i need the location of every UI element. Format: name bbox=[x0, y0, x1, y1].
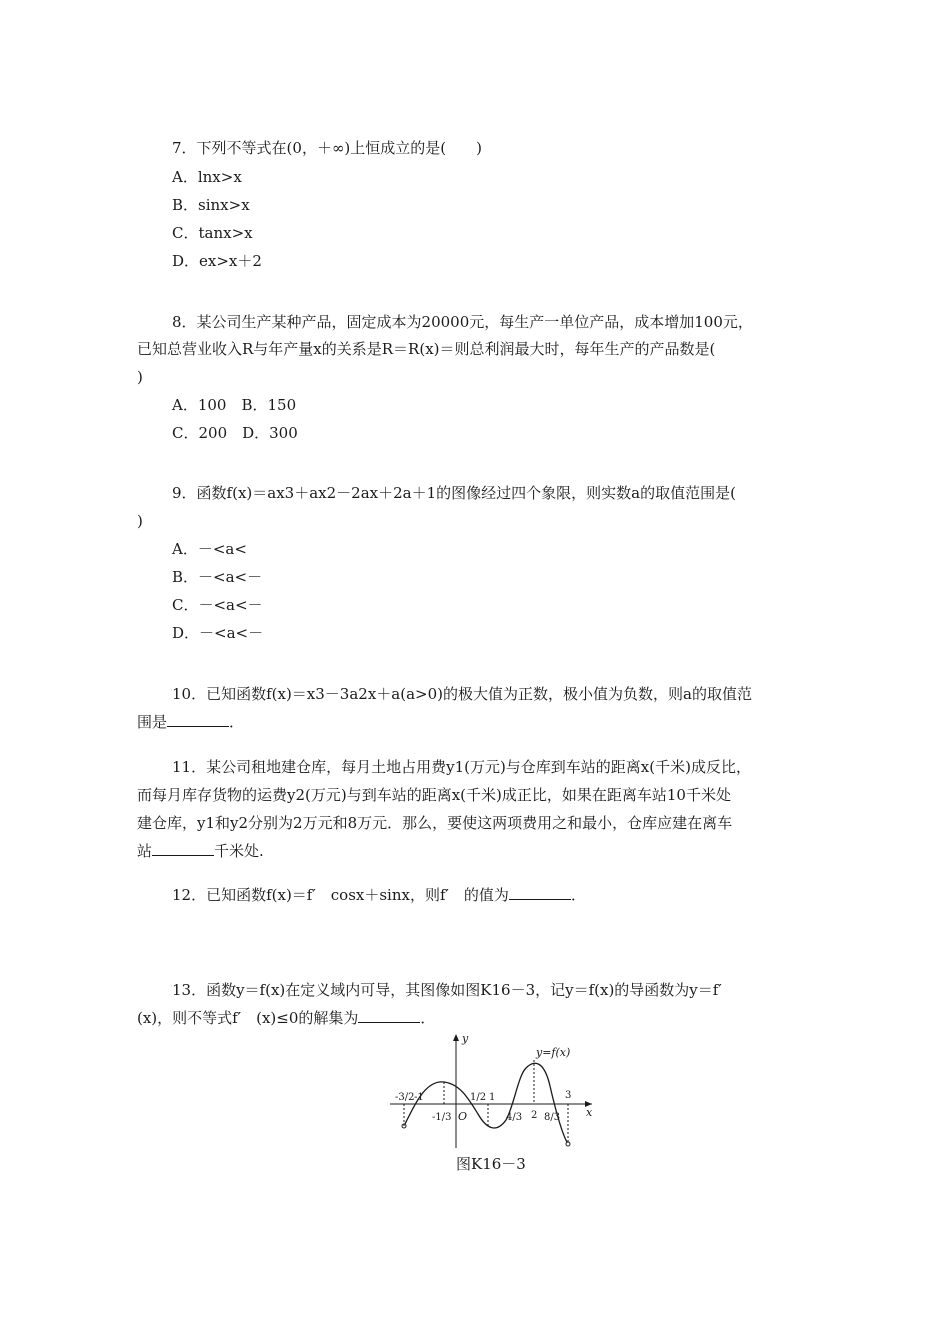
q11-suffix: 千米处. bbox=[214, 842, 264, 860]
q7-option-d: D．ex>x＋2 bbox=[172, 252, 262, 270]
q10-prefix: 围是 bbox=[137, 713, 168, 731]
q8-stem-line3: ) bbox=[137, 368, 143, 386]
q12-suffix: ． bbox=[570, 886, 586, 904]
q7-stem: 7．下列不等式在(0，＋∞)上恒成立的是( ) bbox=[172, 139, 482, 157]
curve-label: y=f(x) bbox=[536, 1046, 571, 1059]
tick-minus-three-halves: -3/2 bbox=[395, 1092, 415, 1103]
q11-stem-line3: 建仓库，y1和y2分别为2万元和8万元．那么，要使这两项费用之和最小，仓库应建在离车 bbox=[137, 814, 733, 832]
tick-two: 2 bbox=[531, 1110, 538, 1121]
q10-stem-line1: 10．已知函数f(x)＝x3－3a2x＋a(a>0)的极大值为正数，极小值为负数，则a的取值范 bbox=[172, 685, 752, 703]
q12-answer-blank[interactable] bbox=[509, 885, 571, 900]
q8-stem-line1: 8．某公司生产某种产品，固定成本为20000元，每生产一单位产品，成本增加100元， bbox=[172, 313, 753, 331]
q7-option-b: B．sinx>x bbox=[172, 196, 250, 214]
q9-option-a: A．－<a< bbox=[172, 540, 247, 558]
q10-answer-blank[interactable] bbox=[167, 712, 229, 727]
tick-minus-one: -1 bbox=[414, 1092, 424, 1103]
q9-option-b: B．－<a<－ bbox=[172, 568, 263, 586]
q11-stem-line1: 11．某公司租地建仓库，每月土地占用费y1(万元)与仓库到车站的距离x(千米)成反比， bbox=[172, 758, 751, 776]
q10-stem-line2 bbox=[137, 712, 244, 732]
origin-label: O bbox=[458, 1110, 468, 1123]
q13-stem-line2 bbox=[137, 1008, 435, 1028]
tick-eight-thirds: 8/3 bbox=[544, 1112, 561, 1123]
figure-caption: 图K16－3 bbox=[456, 1155, 526, 1173]
tick-one: 1 bbox=[489, 1092, 496, 1103]
q11-stem-line4 bbox=[137, 841, 264, 861]
q11-stem-line2: 而每月库存货物的运费y2(万元)与到车站的距离x(千米)成正比，如果在距离车站10千米处 bbox=[137, 786, 731, 804]
q11-answer-blank[interactable] bbox=[152, 841, 214, 856]
q8-options-cd: C．200 D．300 bbox=[172, 424, 298, 442]
q12-prefix: 12．已知函数f(x)＝f′ cosx＋sinx，则f′ 的值为 bbox=[172, 886, 509, 904]
q13-answer-blank[interactable] bbox=[358, 1008, 420, 1023]
q13-prefix: (x)，则不等式f′ (x)≤0的解集为 bbox=[137, 1009, 359, 1027]
q13-stem-line1: 13．函数y＝f(x)在定义域内可导，其图像如图K16－3，记y＝f(x)的导函数为y＝f′ bbox=[172, 981, 722, 999]
y-axis-label: y bbox=[462, 1032, 469, 1045]
q8-options-ab: A．100 B．150 bbox=[172, 396, 297, 414]
q7-option-a: A．lnx>x bbox=[172, 168, 242, 186]
q9-stem-line1: 9．函数f(x)＝ax3＋ax2－2ax＋2a＋1的图像经过四个象限，则实数a的取值范围是( bbox=[172, 484, 736, 502]
q13-suffix: ． bbox=[420, 1009, 436, 1027]
q8-stem-line2: 已知总营业收入R与年产量x的关系是R＝R(x)＝则总利润最大时，每年生产的产品数是( bbox=[137, 340, 716, 358]
q9-option-d: D．－<a<－ bbox=[172, 624, 264, 642]
tick-one-half: 1/2 bbox=[470, 1092, 487, 1103]
q7-option-c: C．tanx>x bbox=[172, 224, 253, 242]
function-graph-figure bbox=[386, 1030, 606, 1154]
q11-prefix: 站 bbox=[137, 842, 153, 860]
q10-suffix: ． bbox=[229, 713, 245, 731]
q9-option-c: C．－<a<－ bbox=[172, 596, 263, 614]
q9-stem-line2: ) bbox=[137, 512, 143, 530]
tick-four-thirds: 4/3 bbox=[506, 1112, 523, 1123]
q12-stem bbox=[172, 885, 586, 905]
tick-three: 3 bbox=[565, 1090, 572, 1101]
x-axis-label: x bbox=[586, 1106, 593, 1119]
tick-minus-one-third: -1/3 bbox=[432, 1112, 452, 1123]
y-axis-arrow bbox=[453, 1034, 459, 1041]
